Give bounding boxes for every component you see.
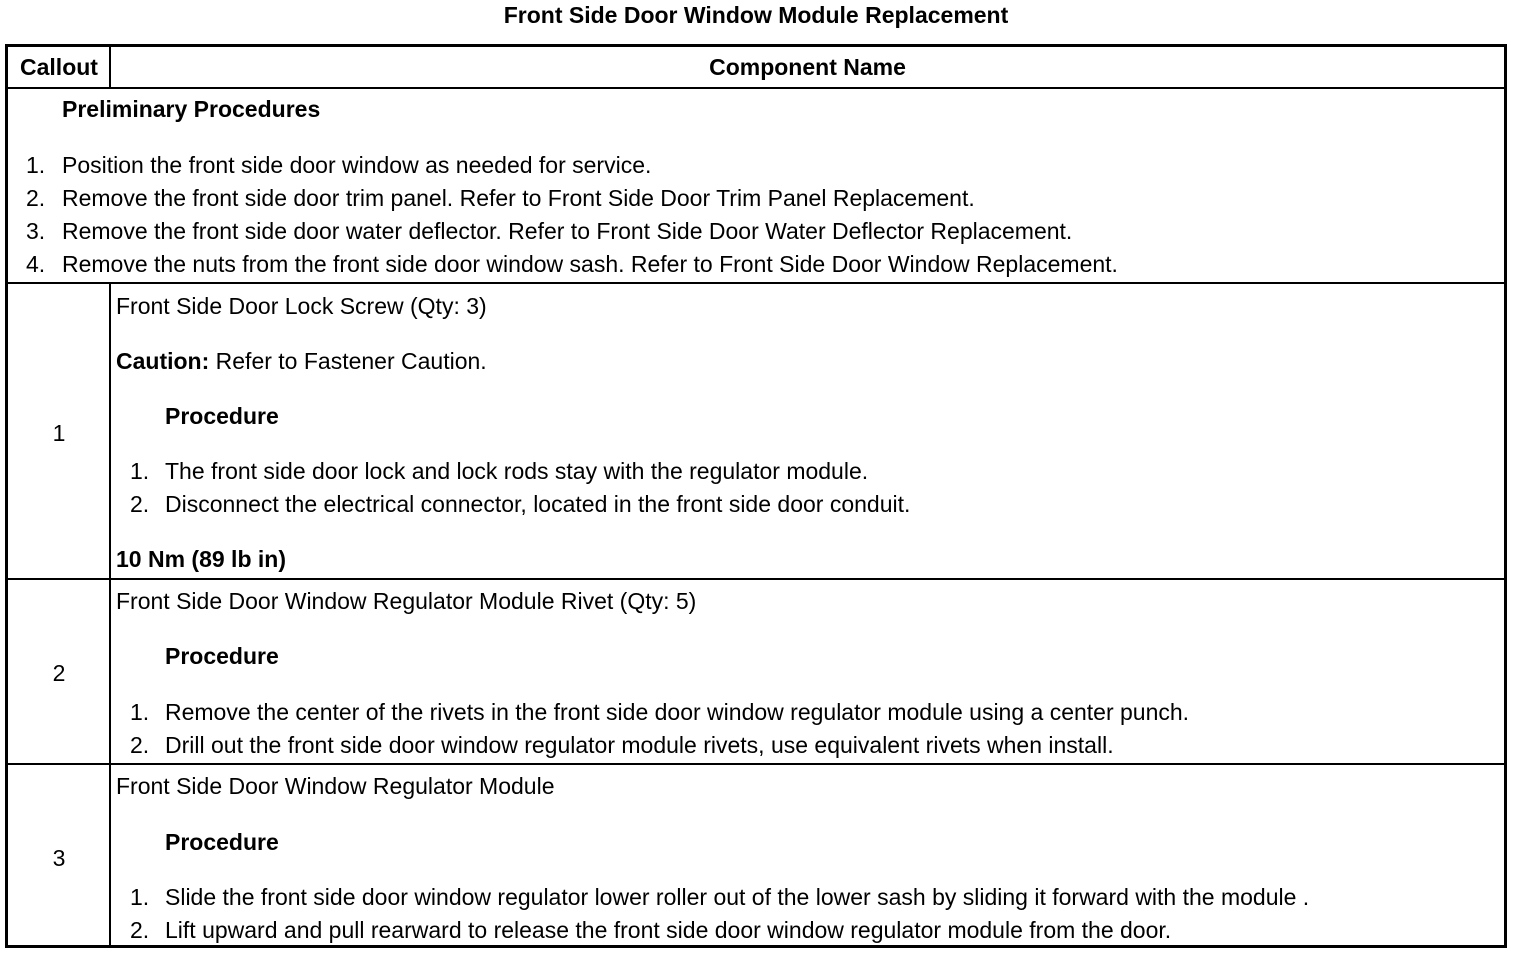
procedure-step-text: The front side door lock and lock rods stay with the regulator module. [165,458,869,484]
preliminary-step-text: Remove the front side door water deflector. Refer to Front Side Door Water Deflector Replacement. [62,218,1073,244]
procedure-step-number: 2. [130,917,150,943]
preliminary-step-text: Remove the nuts from the front side door window sash. Refer to Front Side Door Window Replacement. [62,251,1118,277]
preliminary-step-text: Remove the front side door trim panel. Refer to Front Side Door Trim Panel Replacement. [62,185,975,211]
procedure-step-number: 1. [130,458,150,484]
row-1-divider [8,578,1504,580]
component-name: Front Side Door Window Regulator Module [116,773,555,799]
procedure-step-text: Lift upward and pull rearward to release the front side door window regulator module from the door. [165,917,1172,943]
header-divider [8,87,1504,89]
preliminary-divider [8,282,1504,284]
procedure-step-text: Slide the front side door window regulator lower roller out of the lower sash by sliding it forward with the module . [165,884,1310,910]
preliminary-heading: Preliminary Procedures [62,96,321,122]
caution-note [116,347,487,375]
callout-number: 3 [52,845,66,871]
procedure-step-number: 1. [130,699,150,725]
procedure-step-number: 1. [130,884,150,910]
component-name: Front Side Door Lock Screw (Qty: 3) [116,293,487,319]
caution-text: Refer to Fastener Caution. [209,348,487,374]
page-title: Front Side Door Window Module Replacement [503,2,1009,28]
preliminary-step-number: 4. [26,251,46,277]
caution-label: Caution: [116,348,210,374]
callout-column-header: Callout [20,54,98,80]
procedure-step-number: 2. [130,732,150,758]
preliminary-step-number: 3. [26,218,46,244]
torque-spec: 10 Nm (89 lb in) [116,546,286,572]
component-name: Front Side Door Window Regulator Module Rivet (Qty: 5) [116,588,697,614]
procedure-step-text: Disconnect the electrical connector, located in the front side door conduit. [165,491,911,517]
row-2-divider [8,763,1504,765]
procedure-table [5,44,1507,948]
callout-number: 2 [52,660,66,686]
procedure-step-number: 2. [130,491,150,517]
callout-number: 1 [52,420,66,446]
procedure-step-text: Drill out the front side door window regulator module rivets, use equivalent rivets when install. [165,732,1114,758]
procedure-heading: Procedure [165,403,279,429]
preliminary-step-number: 1. [26,152,46,178]
preliminary-step-text: Position the front side door window as needed for service. [62,152,652,178]
component-name-column-header: Component Name [709,54,906,80]
procedure-heading: Procedure [165,643,279,669]
procedure-heading: Procedure [165,829,279,855]
procedure-step-text: Remove the center of the rivets in the front side door window regulator module using a center punch. [165,699,1190,725]
preliminary-step-number: 2. [26,185,46,211]
